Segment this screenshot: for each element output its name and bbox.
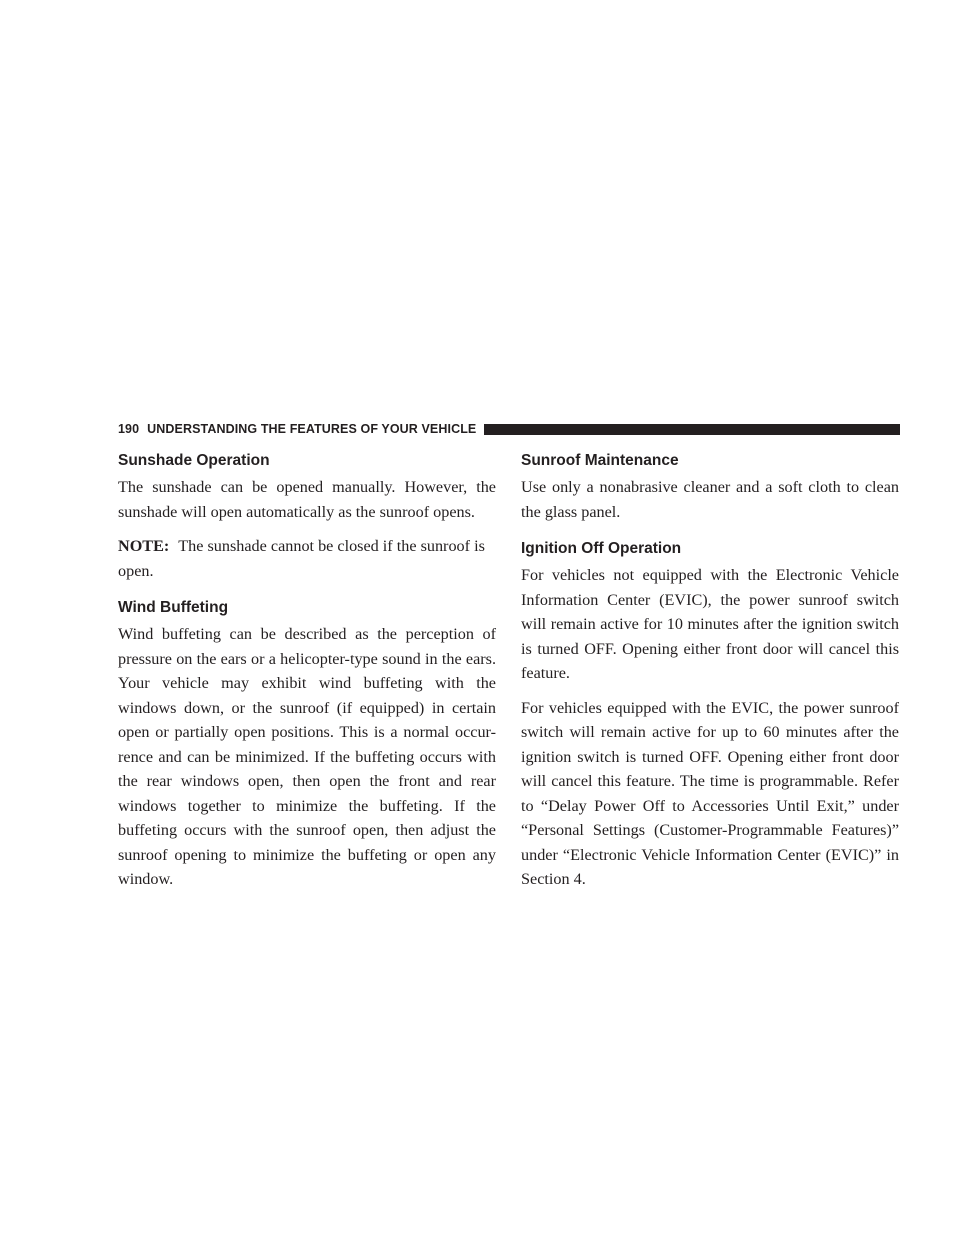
ignition-off-heading: Ignition Off Operation [521,540,682,557]
sunshade-note [118,534,496,583]
left-column [118,450,496,902]
sunroof-maintenance-heading: Sunroof Maintenance [521,452,679,469]
header-rule [484,424,900,435]
page-header [118,418,900,440]
section-title: UNDERSTANDING THE FEATURES OF YOUR VEHICLE [147,422,477,436]
note-label: NOTE: [118,537,170,555]
ignition-off-paragraph-1: For vehicles not equipped with the Electronic Vehicle Information Center (EVIC), the power sunroof switch will remain active for 10 minutes after the ignition switch is turned OFF. Opening either front door will cancel this feature. [521,566,899,682]
sunshade-operation-paragraph: The sunshade can be opened manually. However, the sunshade will open automatically as the sunroof opens. [118,478,496,521]
wind-buffeting-paragraph: Wind buffeting can be described as the perception of pressure on the ears or a helicopter-type sound in the ears. Your vehicle may exhibit wind buffeting with the windows down, or the sunroof (if equipped) in certain open or partially open positions. This is a normal occur-rence and can be minimized. If the buffeting occurs with the rear windows open, then open the front and rear windows together to minimize the buffeting. If the buffeting occurs with the sunroof open, then adjust the sunroof opening to minimize the buffeting or open any window. [118,625,496,888]
sunshade-operation-heading: Sunshade Operation [118,452,270,469]
right-column [521,450,899,902]
wind-buffeting-heading: Wind Buffeting [118,599,229,616]
ignition-off-paragraph-2: For vehicles equipped with the EVIC, the power sunroof switch will remain active for up to 60 minutes after the ignition switch is turned OFF. Opening either front door will cancel this feature. The time is programmable. Refer to “Delay Power Off to Accessories Until Exit,” under “Personal Settings (Customer-Programmable Features)” under “Electronic Vehicle Information Center (EVIC)” in Section 4. [521,698,899,888]
sunroof-maintenance-paragraph: Use only a nonabrasive cleaner and a soft cloth to clean the glass panel. [521,478,899,521]
page-number: 190 [118,422,140,436]
note-text: The sunshade cannot be closed if the sunroof is open. [118,537,485,580]
